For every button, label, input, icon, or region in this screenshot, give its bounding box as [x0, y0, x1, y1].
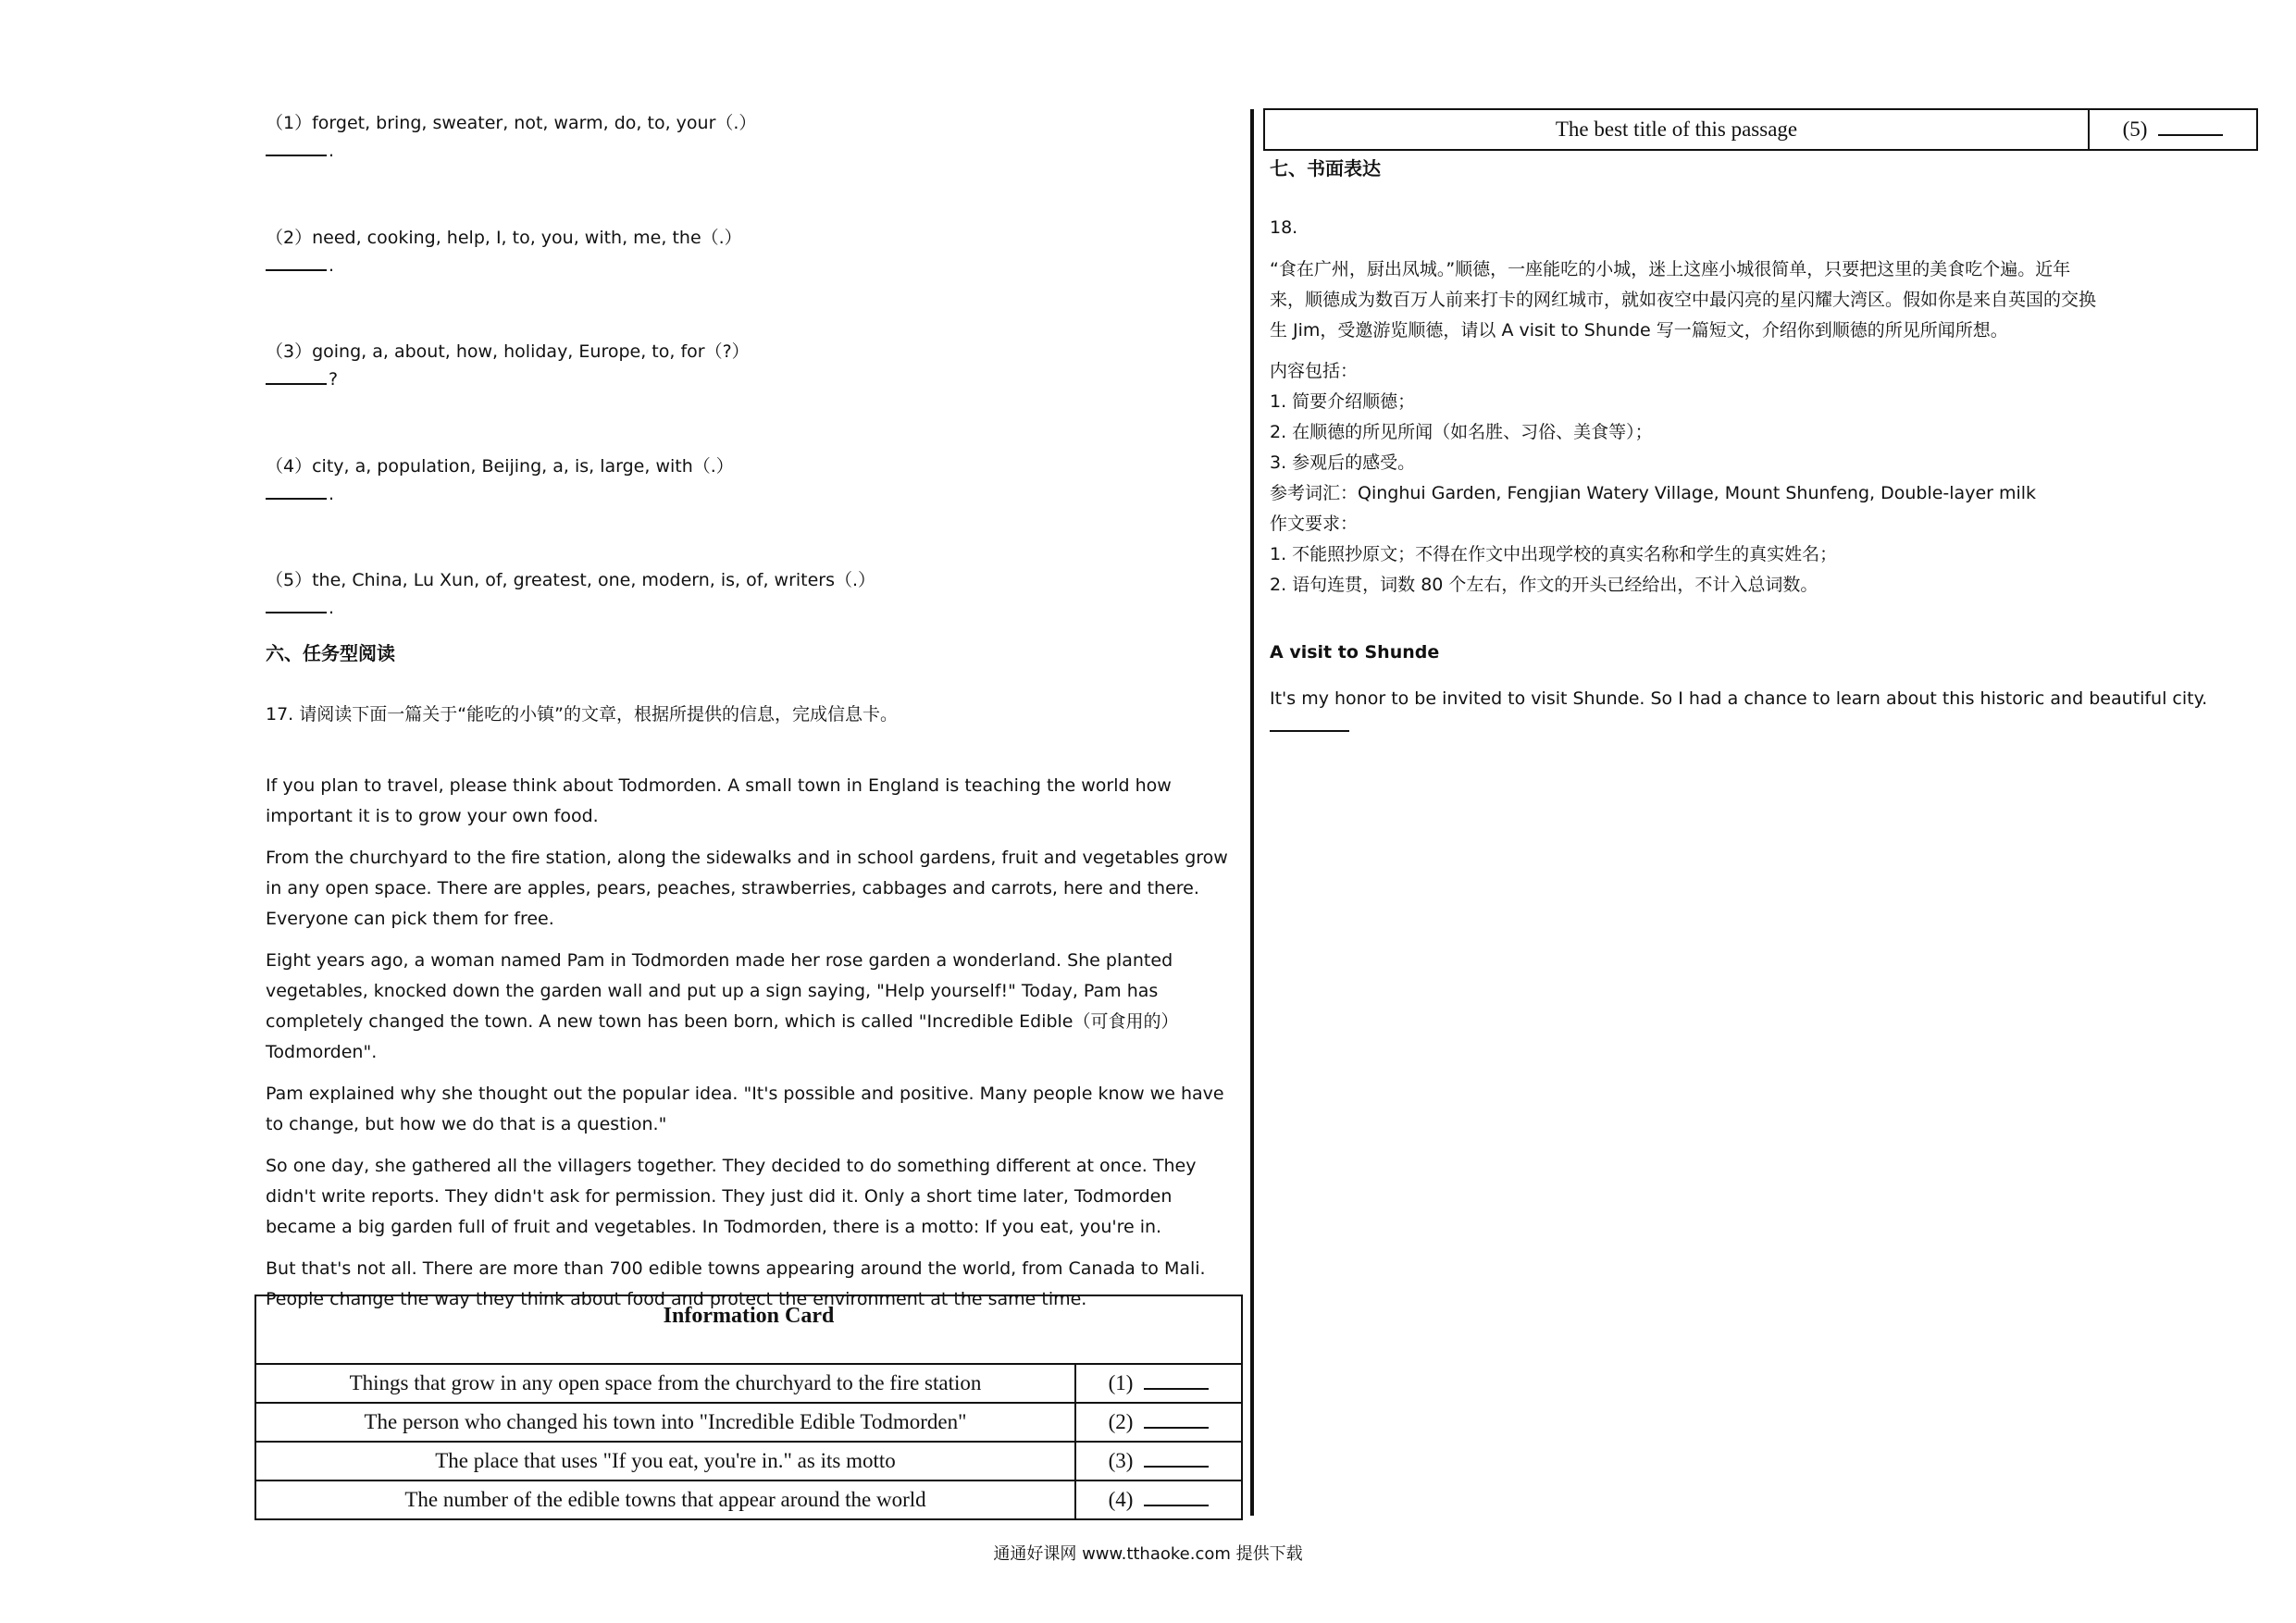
paragraph: Eight years ago, a woman named Pam in Todmorden made her rose garden a wonderland. She planted vegetables, knocked down the garden wall and put up a sign saying, "Help yourself!" Today, Pam has completely changed the town. A new town has been born, which is called "Incredible Edible（可食用的）Todmorden". — [266, 950, 1179, 1062]
paragraph: From the churchyard to the fire station, along the sidewalks and in school gardens, fruit and vegetables grow in any open space. There are apples, pears, peaches, strawberries, cabbages and carrots, here and there. Everyone can pick them for free. — [266, 848, 1228, 929]
requirement-line: 内容包括： — [1270, 361, 1359, 381]
question-prompt: （4）city, a, population, Beijing, a, is, large, with（.） — [266, 456, 734, 477]
writing-prompt — [1270, 254, 2260, 346]
table-row — [255, 1364, 1242, 1403]
requirement-line: 2. 在顺德的所见所闻（如名胜、习俗、美食等）； — [1270, 422, 1653, 442]
requirement-line: 3. 参观后的感受。 — [1270, 452, 1416, 473]
paragraph: So one day, she gathered all the villagers together. They decided to do something different at once. They didn't write reports. They didn't ask for permission. They just did it. Only a short time later, Todmorden became a big garden full of fruit and vegetables. In Todmorden, there is a motto: If you eat, you're in. — [266, 1156, 1197, 1237]
answer-blank[interactable] — [266, 366, 327, 385]
prompt-line: 来，顺德成为数百万人前来打卡的网红城市，就如夜空中最闪亮的星闪耀大湾区。假如你是来自英国的交换 — [1270, 290, 2097, 310]
section-title: 七、书面表达 — [1270, 157, 1381, 180]
answer-blank[interactable] — [266, 138, 327, 156]
card-row-label: The person who changed his town into "Incredible Edible Todmorden" — [255, 1403, 1075, 1442]
card-answer-cell[interactable]: (2) — [1075, 1403, 1242, 1442]
title-row-label: The best title of this passage — [1264, 109, 2089, 150]
question-2: （2）need, cooking, help, I, to, you, with, me, the（.） . — [266, 224, 1247, 279]
paragraph: But that's not all. There are more than 700 edible towns appearing around the world, from Canada to Mali. People change the way they think about food and protect the environment at the same time. — [266, 1258, 1206, 1309]
information-card — [254, 1295, 1243, 1520]
table-row — [255, 1481, 1242, 1519]
requirement-line: 1. 不能照抄原文；不得在作文中出现学校的真实名称和学生的真实姓名； — [1270, 544, 1838, 564]
question-5: （5）the, China, Lu Xun, of, greatest, one, modern, is, of, writers（.） . — [266, 566, 1247, 622]
column-divider — [1250, 109, 1254, 1516]
card-answer-cell[interactable]: (3) — [1075, 1442, 1242, 1481]
question-prompt: （5）the, China, Lu Xun, of, greatest, one, modern, is, of, writers（.） — [266, 570, 876, 590]
card-row-label: The place that uses "If you eat, you're in." as its motto — [255, 1442, 1075, 1481]
requirement-line: 1. 简要介绍顺德； — [1270, 391, 1416, 412]
answer-blank[interactable] — [266, 481, 327, 500]
answer-blank[interactable] — [266, 253, 327, 271]
answer-blank[interactable] — [266, 595, 327, 613]
card-answer-cell[interactable]: (1) — [1075, 1364, 1242, 1403]
question-prompt: （3）going, a, about, how, holiday, Europe, to, for（?） — [266, 341, 750, 362]
question-prompt: （2）need, cooking, help, I, to, you, with, me, the（.） — [266, 228, 742, 248]
prompt-line: “食在广州，厨出凤城。”顺德，一座能吃的小城，迷上这座小城很简单，只要把这里的美食吃个遍。近年 — [1270, 259, 2071, 279]
question-3: （3）going, a, about, how, holiday, Europe, to, for（?） ? — [266, 338, 1247, 393]
card-answer-cell[interactable]: (4) — [1075, 1481, 1242, 1519]
title-row-table — [1263, 108, 2258, 151]
requirement-line: 作文要求： — [1270, 514, 1359, 534]
essay-title: A visit to Shunde — [1270, 642, 1440, 663]
card-title: Information Card — [255, 1295, 1242, 1364]
paragraph: If you plan to travel, please think about Todmorden. A small town in England is teaching the world how important it is to grow your own food. — [266, 775, 1172, 826]
table-row — [255, 1403, 1242, 1442]
essay-blank[interactable] — [1270, 713, 1349, 732]
table-row — [255, 1442, 1242, 1481]
question-17-prompt: 17. 请阅读下面一篇关于“能吃的小镇”的文章，根据所提供的信息，完成信息卡。 — [266, 704, 898, 725]
table-row — [1264, 109, 2257, 150]
essay-start: It's my honor to be invited to visit Shunde. So I had a chance to learn about this historic and beautiful city. — [1270, 685, 2269, 740]
section-title: 六、任务型阅读 — [266, 642, 395, 664]
paragraph: Pam explained why she thought out the popular idea. "It's possible and positive. Many people know we have to change, but how we do that is a question." — [266, 1084, 1224, 1134]
question-prompt: （1）forget, bring, sweater, not, warm, do, to, your（.） — [266, 113, 757, 133]
requirements — [1270, 356, 2260, 601]
prompt-line: 生 Jim，受邀游览顺德，请以 A visit to Shunde 写一篇短文，介绍你到顺德的所见所闻所想。 — [1270, 320, 2008, 341]
title-answer-cell[interactable]: (5) — [2089, 109, 2257, 150]
question-18-number: 18. — [1270, 217, 1298, 238]
card-row-label: The number of the edible towns that appear around the world — [255, 1481, 1075, 1519]
question-1: （1）forget, bring, sweater, not, warm, do, to, your（.） . — [266, 109, 1247, 165]
reading-passage — [266, 771, 1247, 1315]
footer-text: 通通好课网 www.tthaoke.com 提供下载 — [993, 1544, 1303, 1564]
requirement-line: 参考词汇：Qinghui Garden, Fengjian Watery Village, Mount Shunfeng, Double-layer milk — [1270, 483, 2037, 503]
requirement-line: 2. 语句连贯，词数 80 个左右，作文的开头已经给出，不计入总词数。 — [1270, 575, 1818, 595]
card-row-label: Things that grow in any open space from the churchyard to the fire station — [255, 1364, 1075, 1403]
question-4: （4）city, a, population, Beijing, a, is, large, with（.） . — [266, 452, 1247, 508]
